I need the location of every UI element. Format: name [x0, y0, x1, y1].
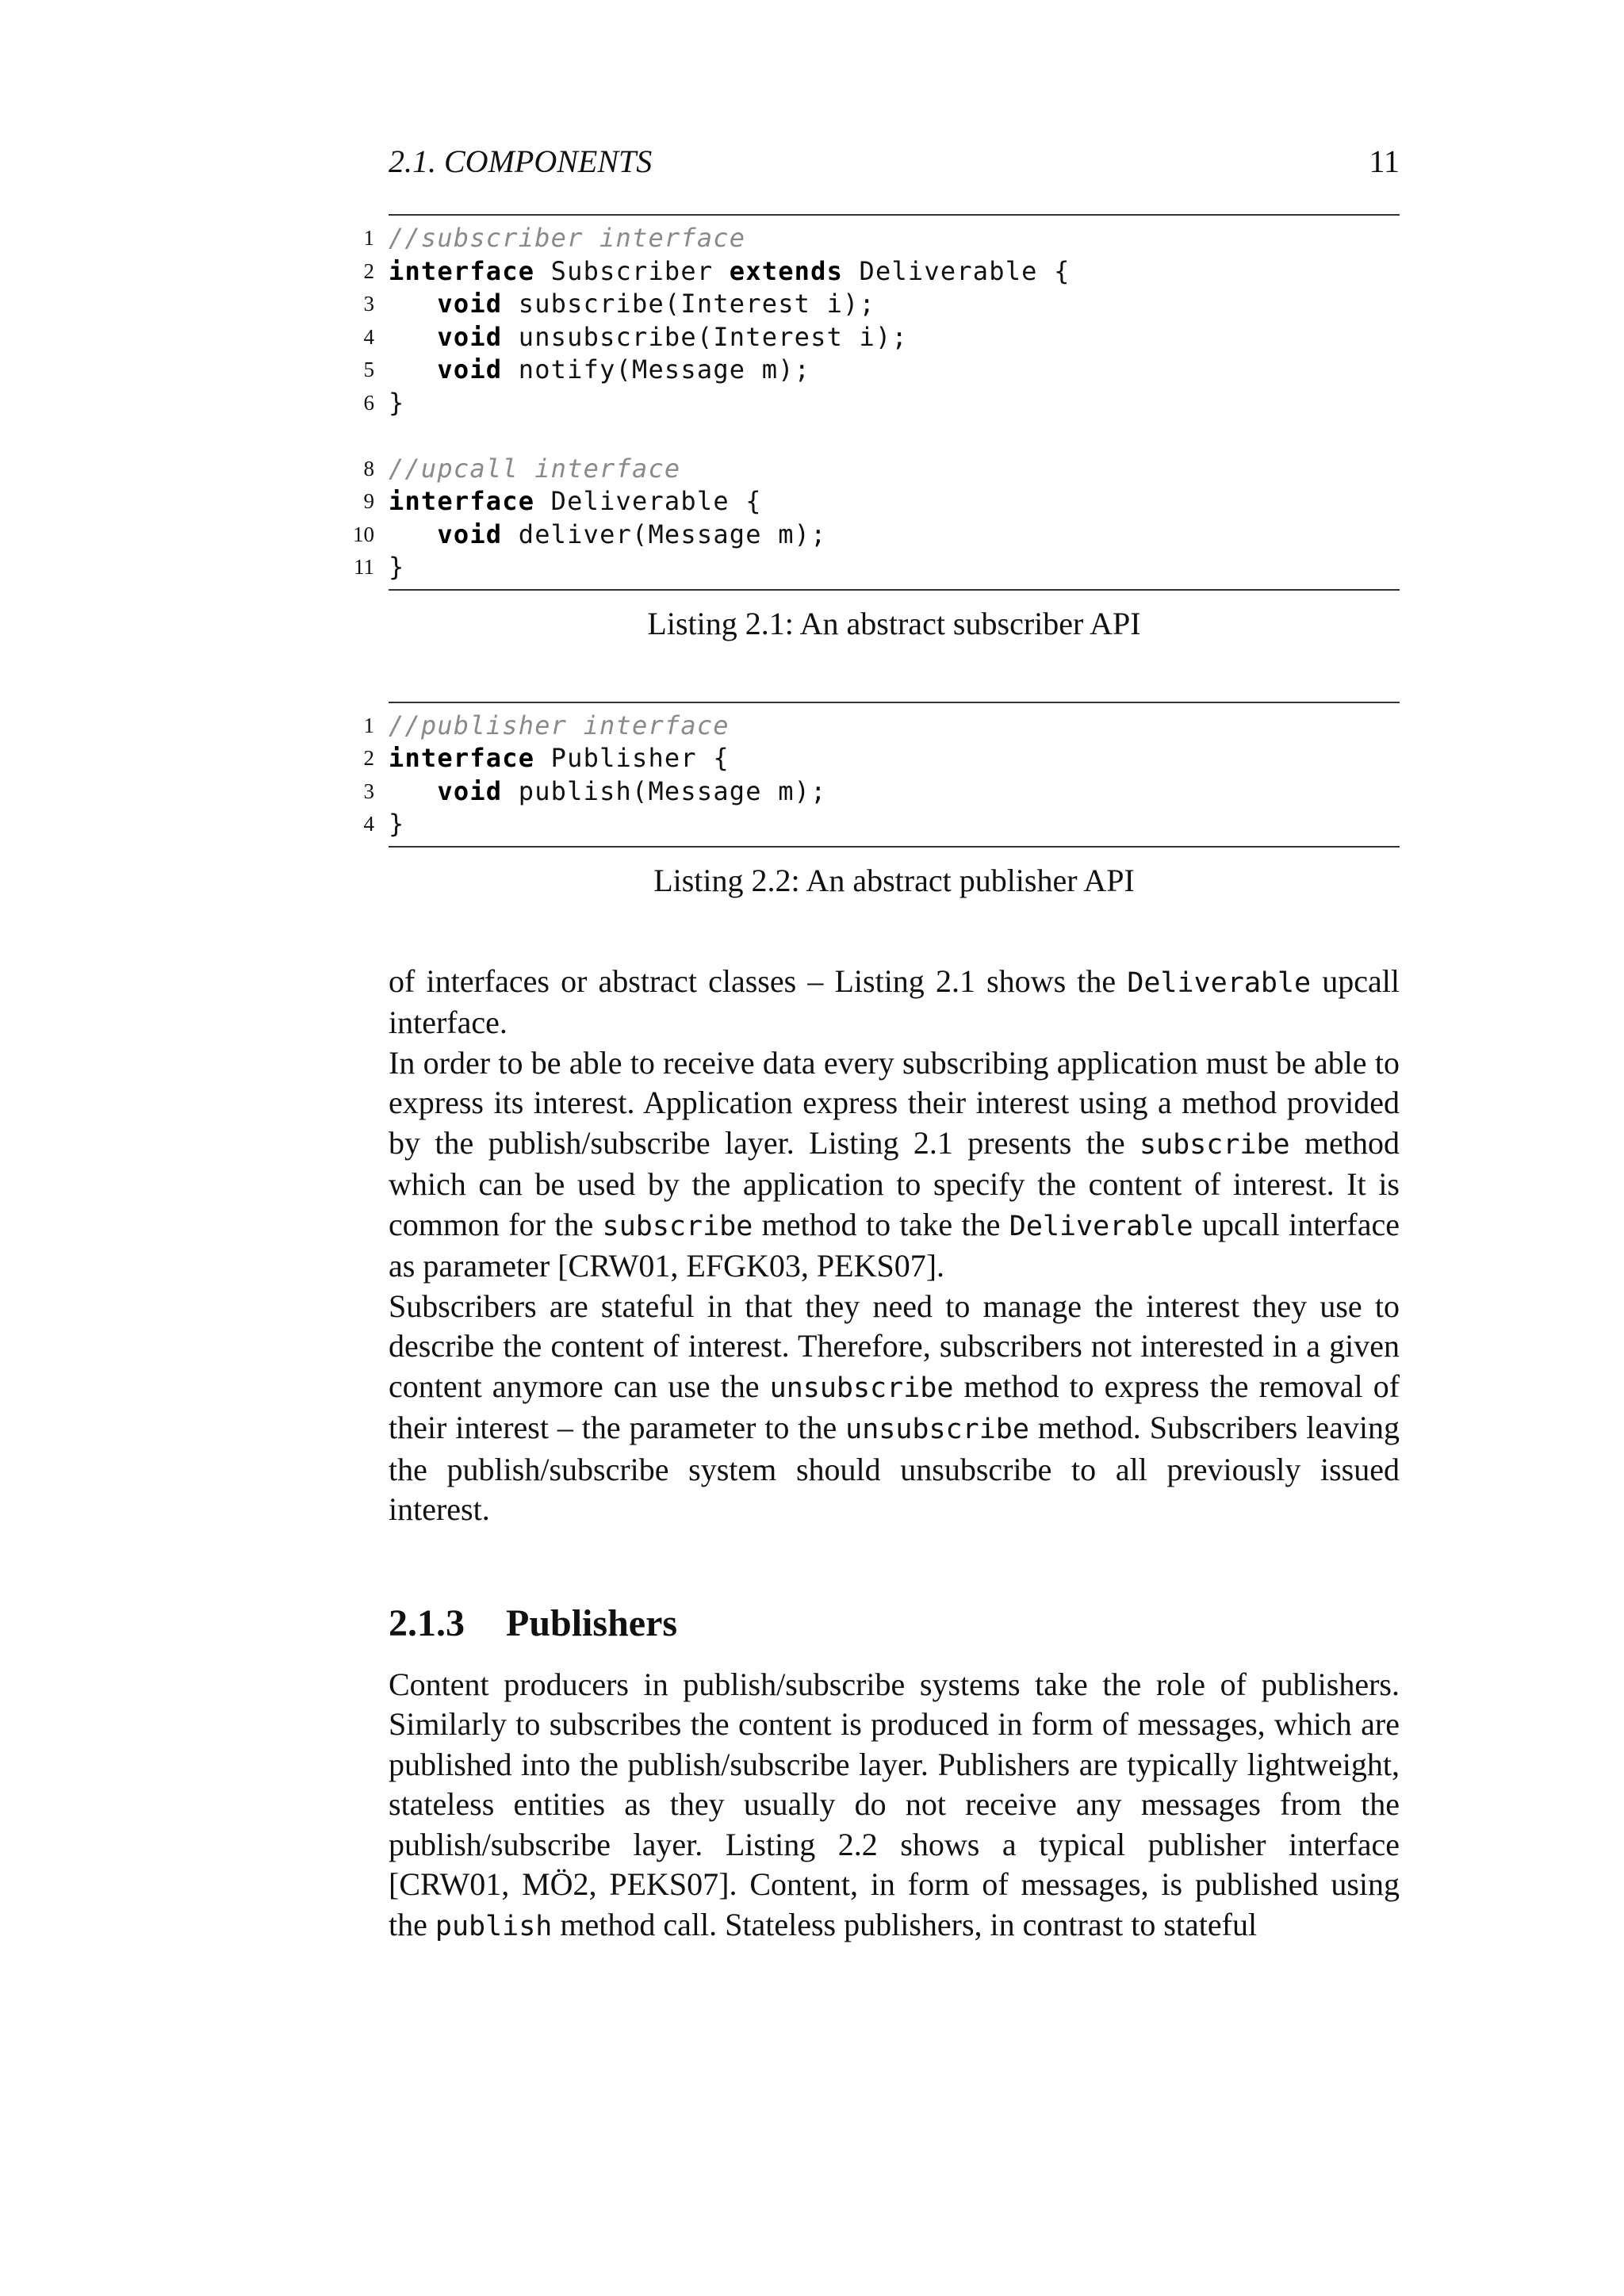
- code-line: [363, 710, 1400, 743]
- paragraph: [389, 962, 1400, 1043]
- paragraph-text: Content producers in publish/subscribe systems take the role of publishers. Similarly to subscribes the content is produced in form of messages, which are published into the publish/subscribe layer. Publishers are typically lightweight, stateless entities as they usually do not receive any messages from the publish/subscribe layer. Listing 2.2 shows a typical publisher interface [CRW01, MÖ2, PEKS07]. Content, in form of messages, is published using the: [389, 1666, 1400, 1942]
- code-line: [363, 222, 1400, 255]
- code-text: [389, 289, 437, 319]
- line-number: 11: [354, 555, 374, 579]
- line-number: 10: [353, 522, 374, 546]
- code-line: [363, 288, 1400, 321]
- paragraph: [389, 1665, 1400, 1947]
- code-comment: //upcall interface: [389, 453, 681, 484]
- code-keyword: void: [437, 321, 503, 352]
- code-line: [354, 551, 1400, 584]
- section-heading: [389, 1600, 1400, 1647]
- line-number: 3: [363, 779, 374, 803]
- paragraph-text: method. Subscribers leaving the publish/subscribe system should unsubscribe to all previously issued interest.: [389, 1410, 1400, 1527]
- inline-code: unsubscribe: [769, 1372, 954, 1404]
- code-keyword: interface: [389, 743, 535, 773]
- line-number: 4: [363, 812, 374, 836]
- code-text: }: [389, 809, 405, 839]
- line-number: 1: [363, 713, 374, 737]
- code-text: deliver(Message m);: [502, 519, 827, 549]
- code-line: [363, 742, 1400, 775]
- inline-code: publish: [435, 1910, 553, 1942]
- inline-code: subscribe: [1139, 1128, 1290, 1161]
- code-comment: //publisher interface: [389, 710, 730, 740]
- code-keyword: interface: [389, 255, 535, 286]
- line-number: 9: [363, 489, 374, 513]
- code-keyword: void: [437, 775, 503, 806]
- section-title: Publishers: [506, 1601, 678, 1644]
- code-line: [363, 321, 1400, 354]
- paragraph-text: method to express the removal of their interest – the parameter to the: [389, 1368, 1400, 1445]
- code-line: [363, 354, 1400, 387]
- inline-code: unsubscribe: [845, 1414, 1029, 1445]
- paragraph: [389, 1287, 1400, 1530]
- code-line: [363, 808, 1400, 841]
- inline-code: Deliverable: [1127, 966, 1312, 999]
- code-line: [363, 453, 1400, 486]
- code-keyword: void: [437, 519, 503, 549]
- code-keyword: void: [437, 354, 503, 385]
- running-header: [389, 143, 1400, 190]
- code-text: unsubscribe(Interest i);: [502, 321, 908, 352]
- code-line: [353, 519, 1400, 552]
- code-text: notify(Message m);: [502, 354, 811, 385]
- line-number: 2: [363, 746, 374, 770]
- code-text: Subscriber: [534, 255, 730, 286]
- header-section-title: 2.1. COMPONENTS: [389, 144, 653, 179]
- line-number: 3: [363, 292, 374, 316]
- paragraph-text: of interfaces or abstract classes – Listing 2.1 shows the: [389, 962, 1128, 999]
- line-number: 2: [363, 258, 374, 283]
- listing-2-caption: Listing 2.2: An abstract publisher API: [653, 862, 1135, 898]
- code-text: Deliverable {: [843, 255, 1071, 286]
- code-listing-2: [363, 702, 1400, 848]
- line-number: 6: [363, 390, 374, 415]
- inline-code: Deliverable: [1009, 1210, 1193, 1242]
- line-number: 8: [363, 456, 374, 480]
- section-body-text: [389, 1665, 1400, 1947]
- code-line: [389, 419, 1400, 453]
- code-comment: //subscriber interface: [389, 223, 746, 253]
- code-line: [363, 485, 1400, 519]
- paragraph-text: upcall interface as parameter [CRW01, EFGK03, PEKS07].: [389, 1206, 1400, 1284]
- code-text: Publisher {: [534, 743, 730, 773]
- paragraph-text: Subscribers are stateful in that they need to manage the interest they use to describe the content of interest. Therefore, subscribers not interested in a given content anymore can use the: [389, 1288, 1400, 1404]
- paragraph-text: method call. Stateless publishers, in contrast to stateful: [552, 1906, 1258, 1942]
- page-number: 11: [1369, 144, 1400, 179]
- code-text: }: [389, 387, 405, 418]
- listing-1-caption: Listing 2.1: An abstract subscriber API: [647, 605, 1141, 641]
- code-text: [389, 776, 437, 806]
- code-line: [363, 387, 1400, 420]
- code-text: Deliverable {: [534, 486, 762, 516]
- code-text: publish(Message m);: [502, 775, 827, 806]
- line-number: 5: [363, 358, 374, 381]
- code-line: [363, 775, 1400, 809]
- code-listing-1: [353, 214, 1400, 591]
- code-keyword: interface: [389, 486, 535, 516]
- line-number: 4: [363, 324, 374, 349]
- code-text: subscribe(Interest i);: [502, 289, 875, 319]
- body-text: [389, 962, 1400, 1530]
- paragraph-text: upcall interface.: [389, 962, 1400, 1040]
- section-number: 2.1.3: [389, 1601, 465, 1644]
- page: [353, 143, 1400, 1946]
- code-line: [363, 255, 1400, 289]
- paragraph-text: method which can be used by the application to specify the content of interest. It is common for the: [389, 1124, 1400, 1242]
- code-keyword: extends: [729, 255, 844, 286]
- code-keyword: void: [437, 289, 503, 319]
- code-text: [389, 322, 437, 352]
- inline-code: subscribe: [602, 1210, 753, 1242]
- paragraph-text: In order to be able to receive data every subscribing application must be able to express its interest. Application express their interest using a method provided by the publish/subscribe layer. Listing 2.1 presents the: [389, 1044, 1400, 1161]
- code-text: [389, 354, 437, 385]
- paragraph: [389, 1043, 1400, 1287]
- code-text: [389, 519, 437, 549]
- paragraph-text: method to take the: [753, 1206, 1009, 1242]
- code-text: }: [389, 552, 405, 582]
- line-number: 1: [363, 226, 374, 250]
